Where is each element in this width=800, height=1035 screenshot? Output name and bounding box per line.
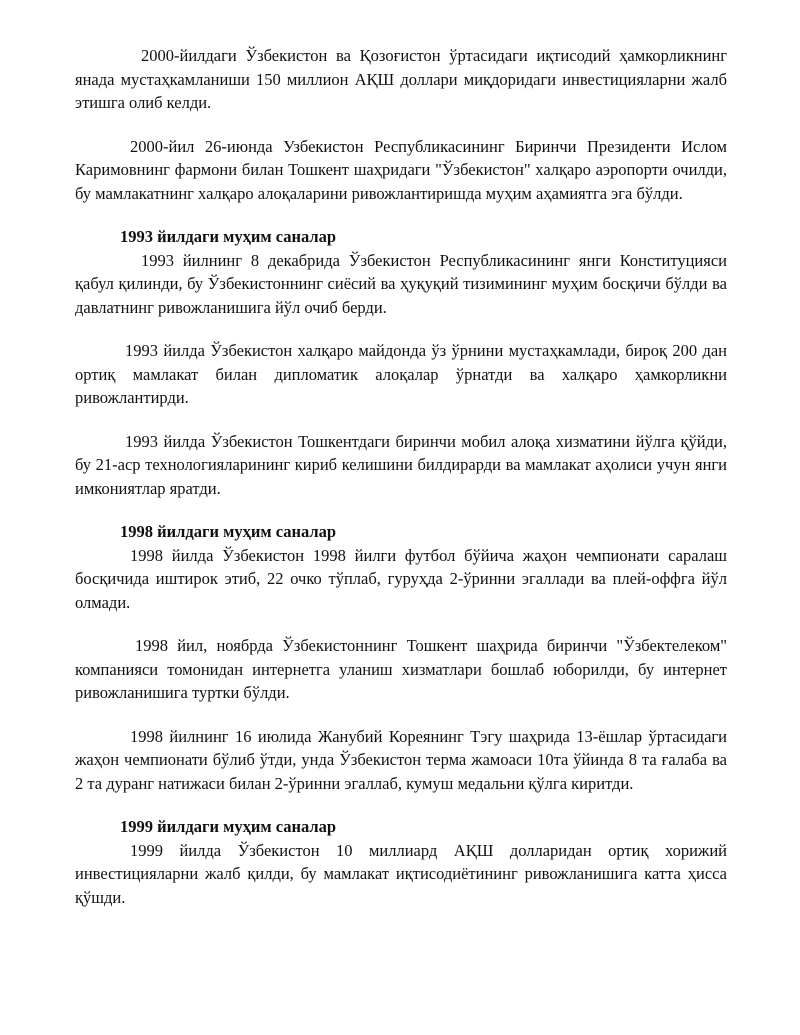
- section-heading-1999: 1999 йилдаги муҳим саналар: [120, 817, 337, 836]
- paragraph-1998-internet: 1998 йил, ноябрда Ўзбекистоннинг Тошкент шаҳрида биринчи "Ўзбектелеком" компанияси томонидан интернетга уланиш хизматлари бошлаб юборилди, бу интернет ривожланишига туртки бўлди.: [75, 636, 727, 702]
- paragraph-1993-constitution: 1993 йилнинг 8 декабрида Ўзбекистон Республикасининг янги Конституцияси қабул қилинди, бу Ўзбекистоннинг сиёсий ва ҳуқуқий тизимининг муҳим босқичи бўлди ва давлатнинг ривожланишига йўл очиб берди.: [75, 250, 727, 317]
- section-heading-1993: 1993 йилдаги муҳим саналар: [120, 227, 337, 246]
- paragraph-2000-airport: 2000-йил 26-июнда Узбекистон Республикасининг Биринчи Президенти Ислом Каримовнинг фармони билан Тошкент шаҳридаги "Ўзбекистон" халқаро аэропорти очилди, бу мамлакатнинг халқаро алоқаларини ривожлантиришда муҳим аҳамиятга эга бўлди.: [75, 136, 727, 203]
- paragraph-1993-mobile: 1993 йилда Ўзбекистон Тошкентдаги биринчи мобил алоқа хизматини йўлга қўйди, бу 21-аср технологияларининг кириб келишини билдирарди ва мамлакат аҳолиси учун янги имкониятлар яратди.: [75, 431, 727, 498]
- section-heading-1998: 1998 йилдаги муҳим саналар: [120, 522, 337, 541]
- paragraph-2000-kazakhstan: 2000-йилдаги Ўзбекистон ва Қозоғистон ўртасидаги иқтисодий ҳамкорликнинг янада мустаҳкамланиши 150 миллион АҚШ доллари миқдоридаги инвестицияларни жалб этишга олиб келди.: [75, 46, 727, 112]
- paragraph-1993-diplomacy: 1993 йилда Ўзбекистон халқаро майдонда ўз ўрнини мустаҳкамлади, бироқ 200 дан ортиқ мамлакат билан дипломатик алоқалар ўрнатди ва халқаро ҳамкорликни ривожлантирди.: [75, 341, 727, 407]
- paragraph-1998-football: 1998 йилда Ўзбекистон 1998 йилги футбол бўйича жаҳон чемпионати саралаш босқичида иштирок этиб, 22 очко тўплаб, гуруҳда 2-ўринни эгаллади ва плей-оффга йўл олмади.: [75, 545, 727, 612]
- document-page: [75, 44, 727, 909]
- paragraph-1998-championship: 1998 йилнинг 16 июлида Жанубий Кореянинг Тэгу шаҳрида 13-ёшлар ўртасидаги жаҳон чемпионати бўлиб ўтди, унда Ўзбекистон терма жамоаси 10та ўйинда 8 та ғалаба ва 2 та дуранг натижаси билан 2-ўринни эгаллаб, кумуш медальни қўлга киритди.: [75, 726, 727, 793]
- paragraph-1999-investment: 1999 йилда Ўзбекистон 10 миллиард АҚШ долларидан ортиқ хорижий инвестицияларни жалб қилди, бу мамлакат иқтисодиётининг ривожланишига катта ҳисса қўшди.: [75, 840, 727, 907]
